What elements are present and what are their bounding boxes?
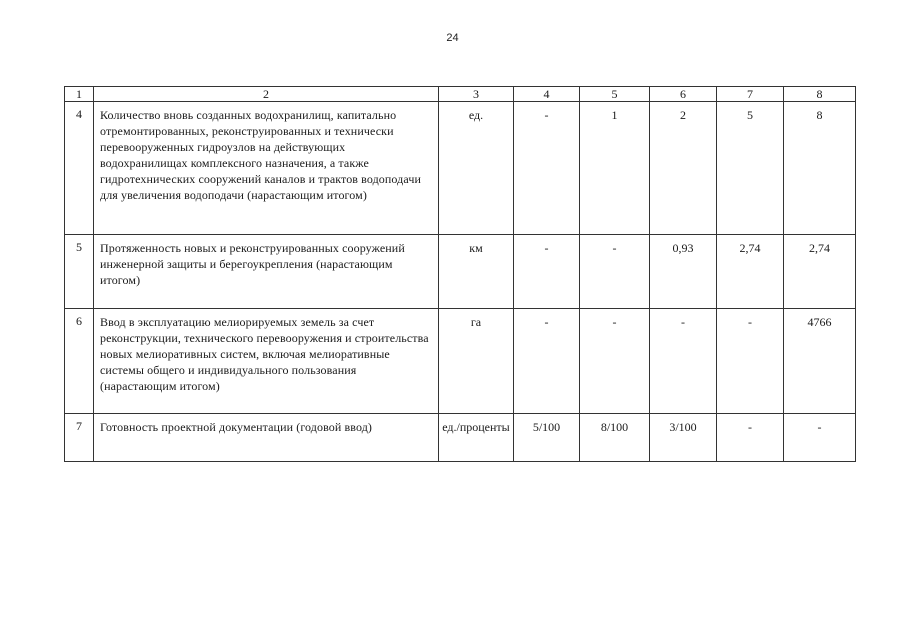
table-row	[65, 102, 856, 235]
header-cell: 3	[439, 87, 514, 102]
row-value: -	[717, 414, 784, 462]
row-description: Количество вновь созданных водохранилищ, капитально отремонтированных, реконструированных и технически перевооруженных гидроузлов на действующих водохранилищах комплексного назначения, а также гидротехнических сооружений каналов и трактов водоподачи для увеличения водоподачи (нарастающим итогом)	[94, 102, 439, 235]
row-unit: га	[439, 309, 514, 414]
row-description: Готовность проектной документации (годовой ввод)	[94, 414, 439, 462]
row-value: 8/100	[580, 414, 650, 462]
row-value: -	[514, 102, 580, 235]
header-cell: 7	[717, 87, 784, 102]
row-value: 1	[580, 102, 650, 235]
row-number: 6	[65, 309, 94, 414]
row-value: 0,93	[650, 235, 717, 309]
row-number: 5	[65, 235, 94, 309]
row-number: 7	[65, 414, 94, 462]
indicators-table	[64, 86, 856, 462]
page-number: 24	[446, 32, 459, 44]
table-row	[65, 414, 856, 462]
row-value: 4766	[784, 309, 856, 414]
row-unit: км	[439, 235, 514, 309]
row-value: 5	[717, 102, 784, 235]
row-value: -	[717, 309, 784, 414]
row-unit: ед.	[439, 102, 514, 235]
row-number: 4	[65, 102, 94, 235]
table-row	[65, 235, 856, 309]
row-value: 8	[784, 102, 856, 235]
row-value: -	[650, 309, 717, 414]
table-row	[65, 309, 856, 414]
row-value: -	[514, 235, 580, 309]
row-value: 2,74	[784, 235, 856, 309]
row-value: -	[514, 309, 580, 414]
row-value: 5/100	[514, 414, 580, 462]
row-value: 2,74	[717, 235, 784, 309]
row-value: -	[784, 414, 856, 462]
header-cell: 1	[65, 87, 94, 102]
row-unit: ед./проценты	[439, 414, 514, 462]
header-cell: 4	[514, 87, 580, 102]
header-cell: 6	[650, 87, 717, 102]
header-cell: 8	[784, 87, 856, 102]
row-value: 2	[650, 102, 717, 235]
row-value: -	[580, 235, 650, 309]
row-value: -	[580, 309, 650, 414]
header-cell: 5	[580, 87, 650, 102]
table-header-row	[65, 87, 856, 102]
row-description: Ввод в эксплуатацию мелиорируемых земель за счет реконструкции, технического перевооружения и строительства новых мелиоративных систем, включая мелиоративные системы общего и индивидуального пользования (нарастающим итогом)	[94, 309, 439, 414]
header-cell: 2	[94, 87, 439, 102]
row-description: Протяженность новых и реконструированных сооружений инженерной защиты и берегоукрепления (нарастающим итогом)	[94, 235, 439, 309]
row-value: 3/100	[650, 414, 717, 462]
